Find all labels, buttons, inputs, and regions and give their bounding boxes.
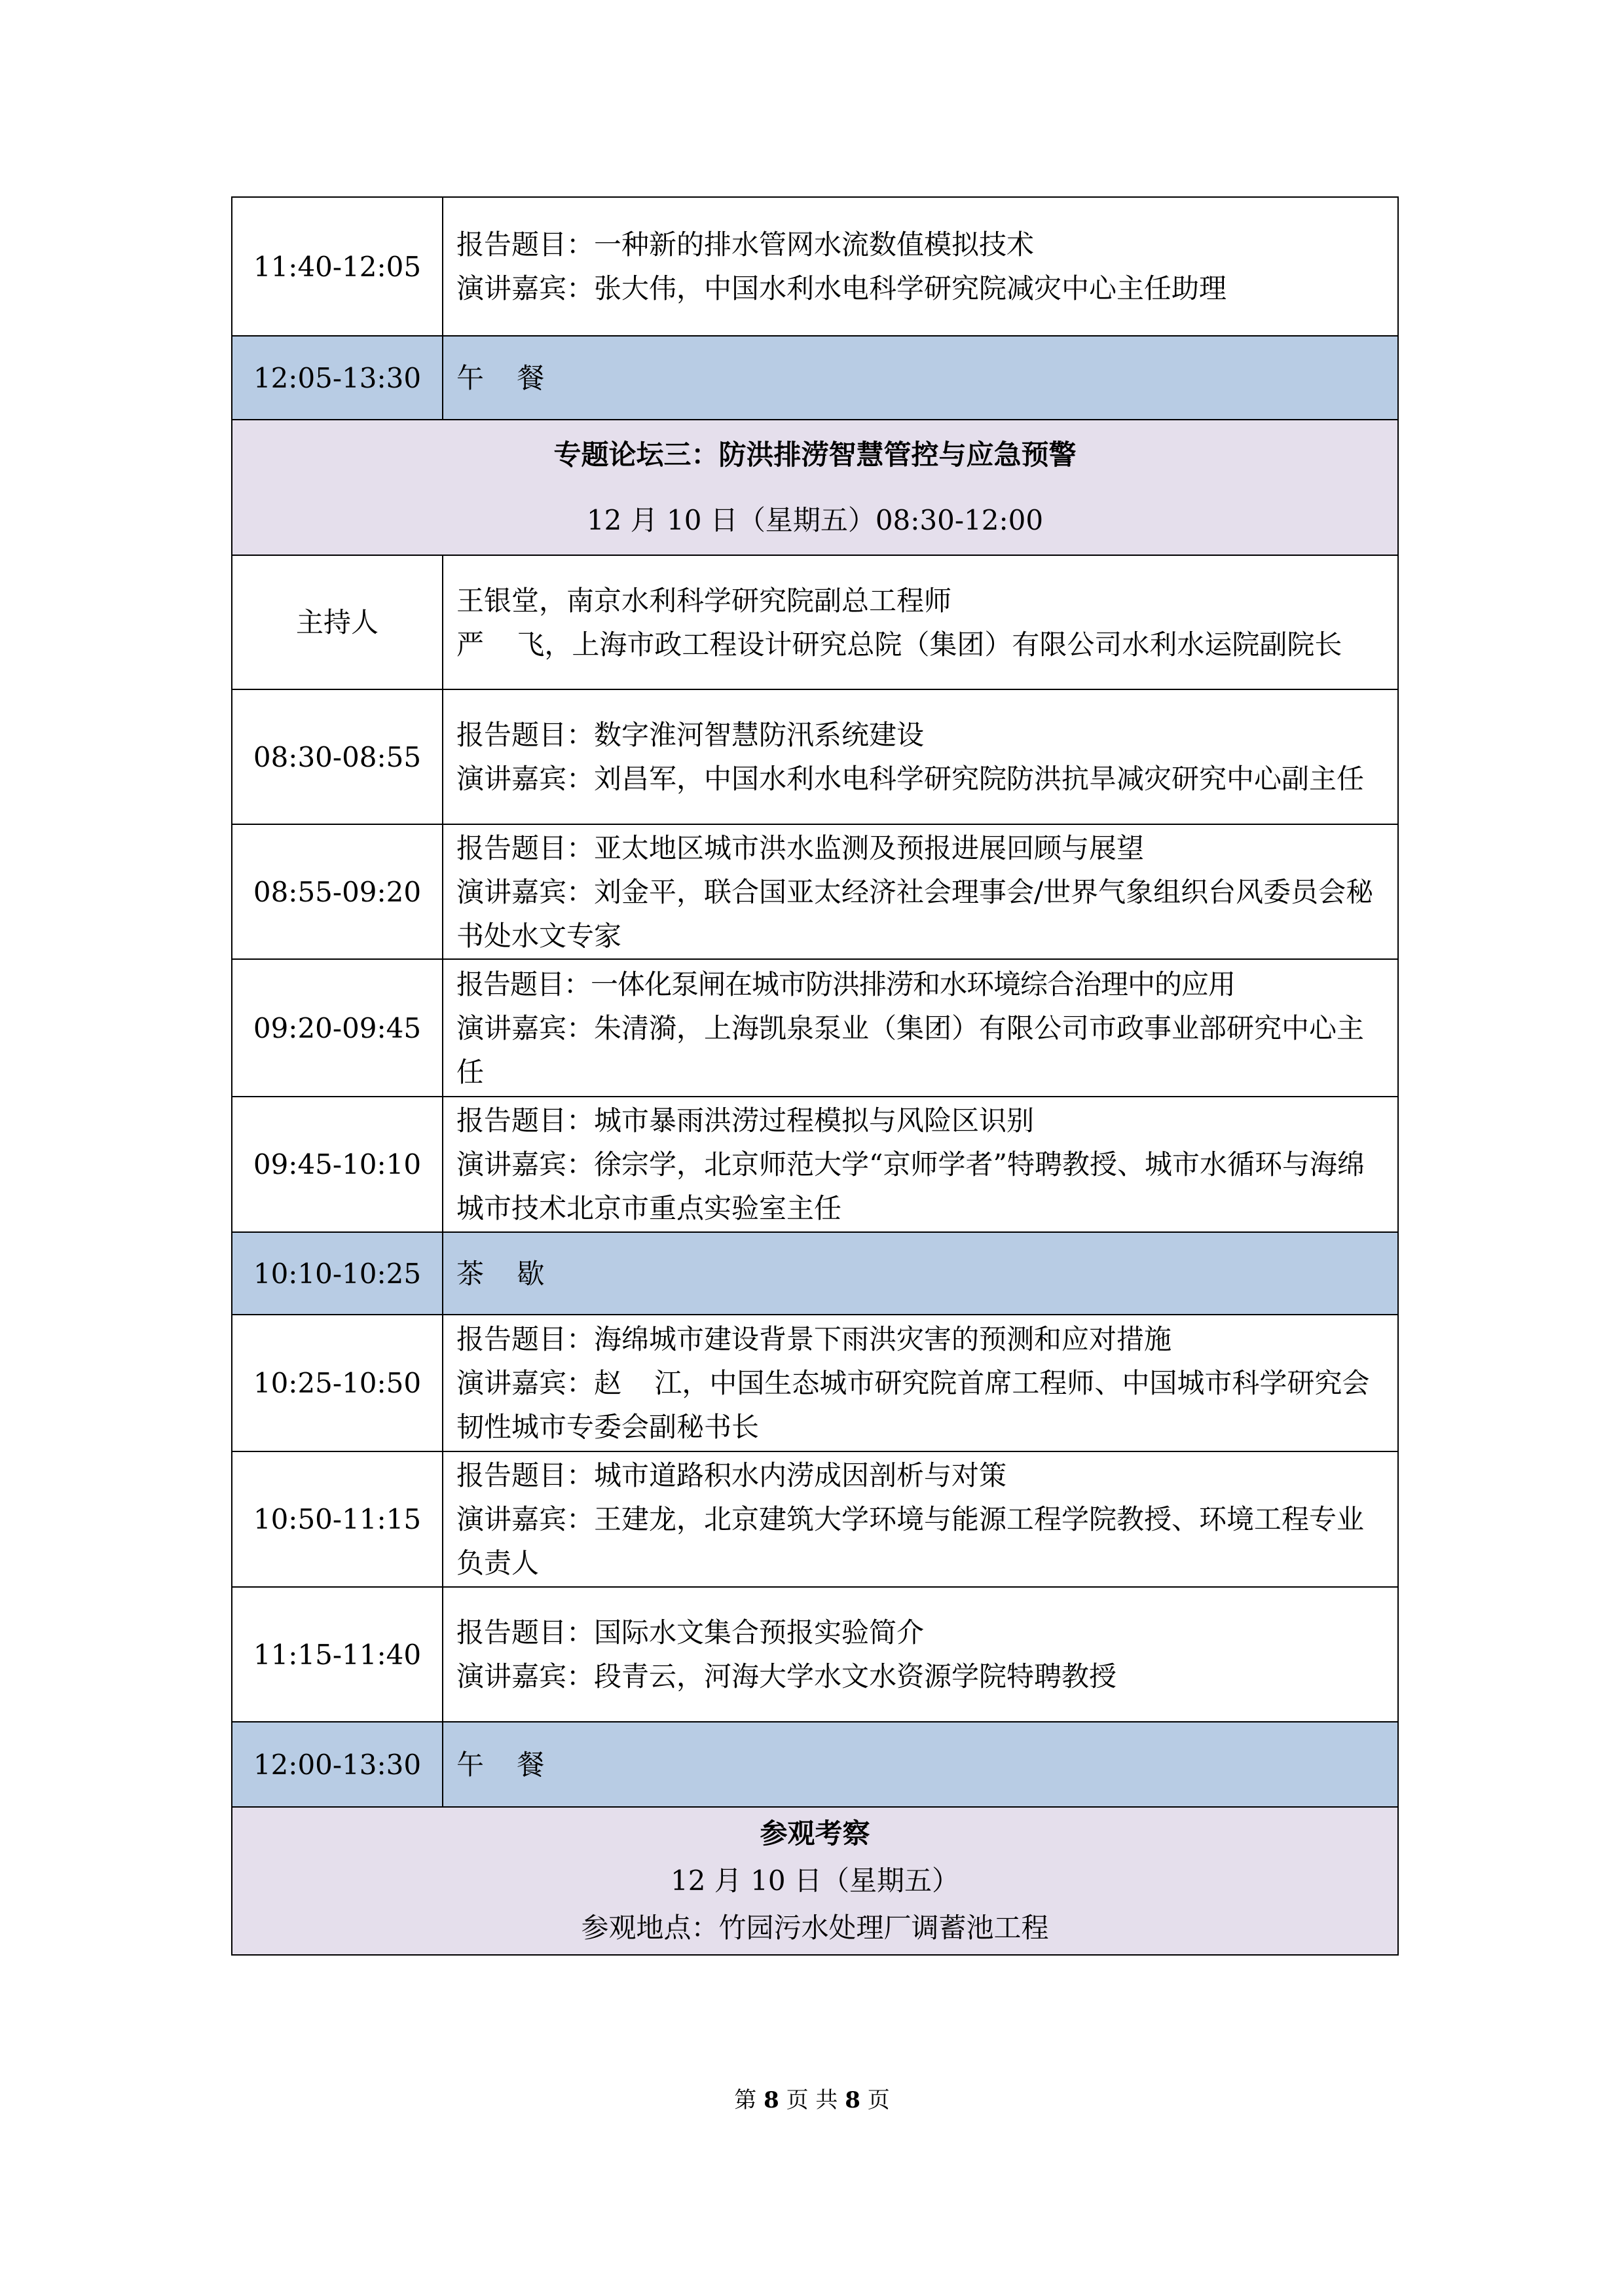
report-title: 城市暴雨洪涝过程模拟与风险区识别 [594,1104,1035,1137]
speaker-name-char: 赵 [594,1367,622,1399]
meal-char: 餐 [517,1748,545,1781]
time-cell: 08:30-08:55 [232,689,443,824]
report-title-line [456,962,1388,1006]
table-row [232,824,1398,959]
visit-row [232,1807,1398,1955]
visit-location: 参观地点：竹园污水处理厂调蓄池工程 [581,1912,1049,1944]
time-cell: 08:55-09:20 [232,824,443,959]
session-cell [443,1587,1398,1722]
table-row [232,197,1398,336]
report-title-line [456,713,1388,757]
speaker: 朱清漪，上海凯泉泵业（集团）有限公司市政事业部研究中心主任 [456,1011,1365,1088]
visit-date: 12 月 10 日（星期五） [671,1865,959,1897]
page-number: 8 [764,2087,779,2113]
report-title-line [456,223,1388,266]
time-cell: 11:40-12:05 [232,197,443,336]
break-cell [443,1232,1398,1315]
session-cell [443,1097,1398,1232]
speaker-label: 演讲嘉宾： [456,1148,595,1180]
time-cell: 09:20-09:45 [232,959,443,1097]
speaker-line [456,266,1388,310]
page-total: 8 [845,2087,860,2113]
time-cell: 12:00-13:30 [232,1722,443,1807]
report-title-line [456,1099,1388,1142]
report-title-label: 报告题目： [456,1459,595,1491]
speaker: 刘金平，联合国亚太经济社会理事会/世界气象组织台风委员会秘书处水文专家 [456,875,1374,952]
host-cell [443,555,1398,689]
speaker: 徐宗学，北京师范大学“京师学者”特聘教授、城市水循环与海绵城市技术北京市重点实验室主任 [456,1148,1365,1224]
speaker-label: 演讲嘉宾： [456,1011,595,1044]
meal-char: 午 [456,361,485,394]
report-title-line [456,1611,1388,1654]
table-row [232,1097,1398,1232]
report-title-label: 报告题目： [456,719,595,751]
meal-row [232,1232,1398,1315]
report-title-label: 报告题目： [456,831,595,864]
report-title-line [456,1317,1388,1361]
footer-suffix: 页 [867,2087,890,2113]
visit-title: 参观考察 [760,1817,870,1850]
report-title-line [456,1453,1388,1497]
host-line: 飞，上海市政工程设计研究总院（集团）有限公司水利水运院副院长 [517,628,1342,661]
report-title-label: 报告题目： [456,1323,595,1355]
session-cell [443,689,1398,824]
break-char: 茶 [456,1257,485,1290]
meal-cell [443,336,1398,420]
speaker-label: 演讲嘉宾： [456,1367,595,1399]
report-title-label: 报告题目： [456,968,591,1000]
meal-row [232,1722,1398,1807]
table-row [232,1451,1398,1587]
report-title: 一体化泵闸在城市防洪排涝和水环境综合治理中的应用 [591,968,1236,1000]
speaker: 刘昌军，中国水利水电科学研究院防洪抗旱减灾研究中心副主任 [594,763,1365,795]
speaker: 张大伟，中国水利水电科学研究院减灾中心主任助理 [594,272,1227,304]
host-name-char: 严 [456,628,485,661]
page-footer [0,2082,1624,2114]
report-title: 海绵城市建设背景下雨洪灾害的预测和应对措施 [594,1323,1172,1355]
report-title: 数字淮河智慧防汛系统建设 [594,719,925,751]
table-row [232,555,1398,689]
table-row [232,959,1398,1097]
session-cell [443,197,1398,336]
forum-header-row [232,420,1398,555]
report-title-label: 报告题目： [456,228,595,261]
report-title: 亚太地区城市洪水监测及预报进展回顾与展望 [594,831,1145,864]
report-title: 城市道路积水内涝成因剖析与对策 [594,1459,1007,1491]
time-cell: 10:50-11:15 [232,1451,443,1587]
speaker: 王建龙，北京建筑大学环境与能源工程学院教授、环境工程专业负责人 [456,1503,1365,1579]
speaker: 江，中国生态城市研究院首席工程师、中国城市科学研究会韧性城市专委会副秘书长 [456,1367,1370,1443]
meal-row [232,336,1398,420]
speaker-label: 演讲嘉宾： [456,875,595,908]
meal-char: 午 [456,1748,485,1781]
host-line: 王银堂，南京水利科学研究院副总工程师 [456,584,952,617]
speaker-label: 演讲嘉宾： [456,1503,595,1535]
time-cell: 11:15-11:40 [232,1587,443,1722]
footer-prefix: 第 [734,2087,757,2113]
session-cell [443,1315,1398,1451]
report-title-line [456,826,1388,870]
speaker-label: 演讲嘉宾： [456,272,595,304]
meal-cell [443,1722,1398,1807]
speaker: 段青云，河海大学水文水资源学院特聘教授 [594,1660,1117,1692]
schedule-table [231,196,1399,1956]
speaker-line [456,1654,1388,1698]
visit-cell [232,1807,1398,1955]
speaker-label: 演讲嘉宾： [456,763,595,795]
table-row [232,1587,1398,1722]
session-cell [443,959,1398,1097]
time-cell: 10:10-10:25 [232,1232,443,1315]
report-title-label: 报告题目： [456,1104,595,1137]
forum-date: 12 月 10 日（星期五）08:30-12:00 [586,503,1044,536]
time-cell: 10:25-10:50 [232,1315,443,1451]
footer-mid: 页 共 [786,2087,838,2113]
session-cell [443,824,1398,959]
report-title-label: 报告题目： [456,1616,595,1649]
report-title: 一种新的排水管网水流数值模拟技术 [594,228,1035,261]
forum-header-cell [232,420,1398,555]
meal-char: 餐 [517,361,545,394]
host-label: 主持人 [232,555,443,689]
time-cell: 09:45-10:10 [232,1097,443,1232]
report-title: 国际水文集合预报实验简介 [594,1616,925,1649]
time-cell: 12:05-13:30 [232,336,443,420]
table-row [232,1315,1398,1451]
break-char: 歇 [517,1257,545,1290]
session-cell [443,1451,1398,1587]
forum-title: 专题论坛三：防洪排涝智慧管控与应急预警 [553,438,1077,471]
table-row [232,689,1398,824]
speaker-label: 演讲嘉宾： [456,1660,595,1692]
